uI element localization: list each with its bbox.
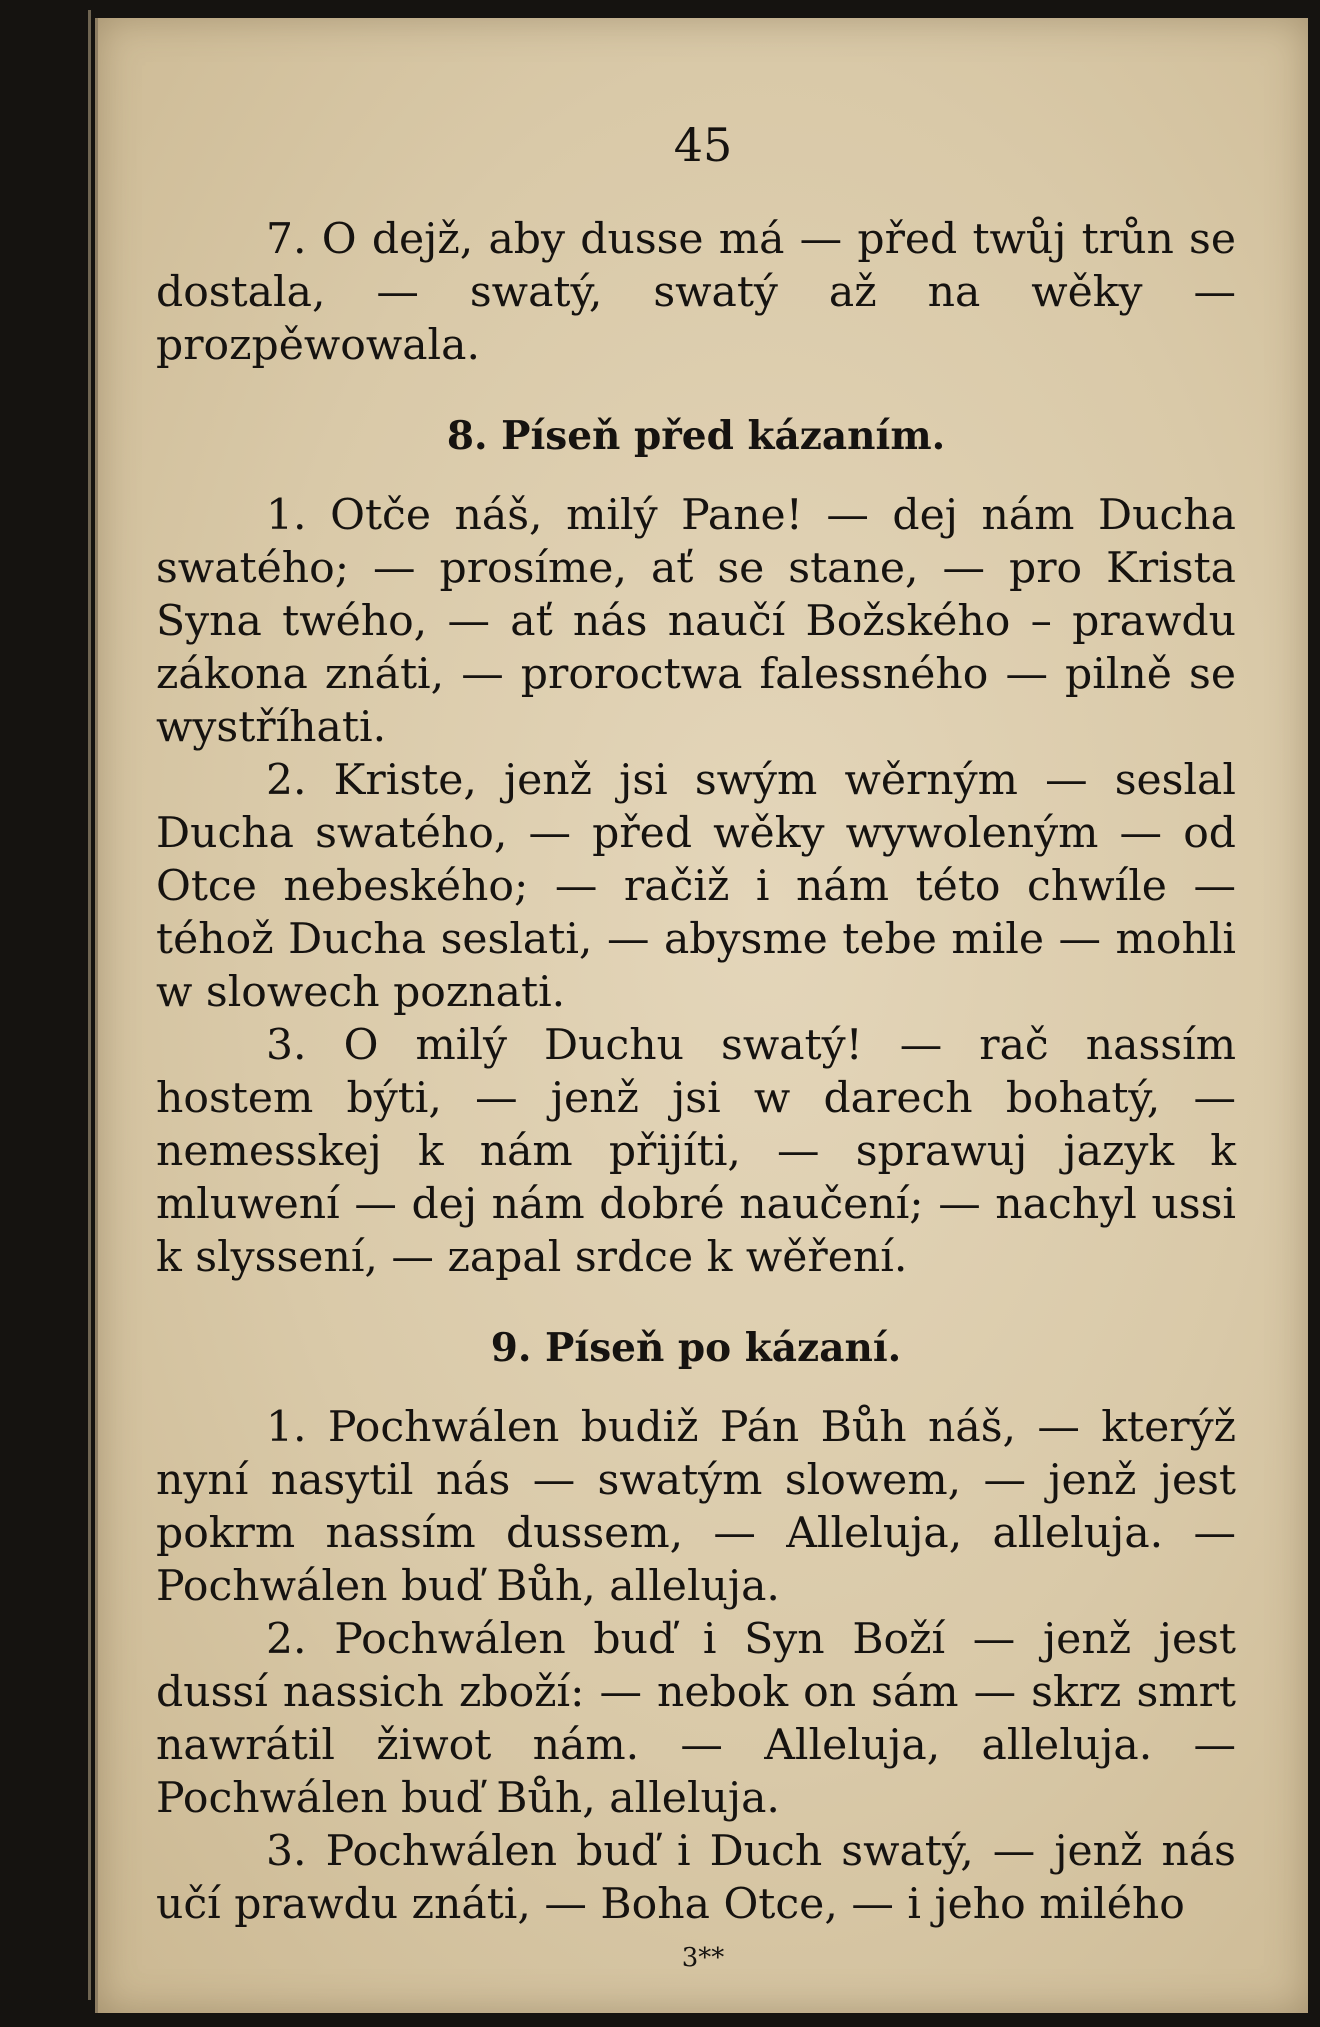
hymn-9-stanza-2: 2. Pochwálen buď i Syn Boží — jenž jest dussí nassich zboží: — nebok on sám — skrz smrt nawrátil žiwot nám. — Alleluja, alleluja. — Pochwálen buď Bůh, alleluja. [156, 1615, 1236, 1823]
hymn-9-stanza-3: 3. Pochwálen buď i Duch swatý, — jenž nás učí prawdu znáti, — Boha Otce, — i jeho milého [156, 1827, 1236, 1929]
stanza-7: 7. O dejž, aby dusse má — před twůj trůn se dostala, — swatý, swatý až na wěky — prozpěwowala. [156, 215, 1236, 370]
binding-edge [88, 10, 91, 2000]
page-number: 45 [673, 118, 733, 172]
page-body [156, 213, 1236, 1931]
hymn-8-heading: 8. Píseň před kázaním. [446, 413, 946, 459]
signature-mark: 3** [681, 1943, 725, 1973]
hymn-9-heading: 9. Píseň po kázaní. [490, 1325, 902, 1371]
book-page [95, 18, 1308, 2013]
hymn-9-stanza-1: 1. Pochwálen budiž Pán Bůh náš, — kterýž nyní nasytil nás — swatým slowem, — jenž jest pokrm nassím dussem, — Alleluja, alleluja. — Pochwálen buď Bůh, alleluja. [156, 1403, 1236, 1611]
hymn-8-stanza-2: 2. Kriste, jenž jsi swým wěrným — seslal Ducha swatého, — před wěky wywoleným — od Otce nebeského; — račiž i nám této chwíle — téhož Ducha seslati, — abysme tebe mile — mohli w slowech poznati. [156, 756, 1236, 1017]
hymn-8-stanza-3: 3. O milý Duchu swatý! — rač nassím hostem býti, — jenž jsi w darech bohatý, — nemesskej k nám přijíti, — sprawuj jazyk k mluwení — dej nám dobré naučení; — nachyl ussi k slyssení, — zapal srdce k wěření. [156, 1021, 1236, 1282]
hymn-8-stanza-1: 1. Otče náš, milý Pane! — dej nám Ducha swatého; — prosíme, ať se stane, — pro Krista Syna twého, — ať nás naučí Božského – prawdu zákona znáti, — proroctwa falessného — pilně se wystříhati. [156, 491, 1236, 752]
